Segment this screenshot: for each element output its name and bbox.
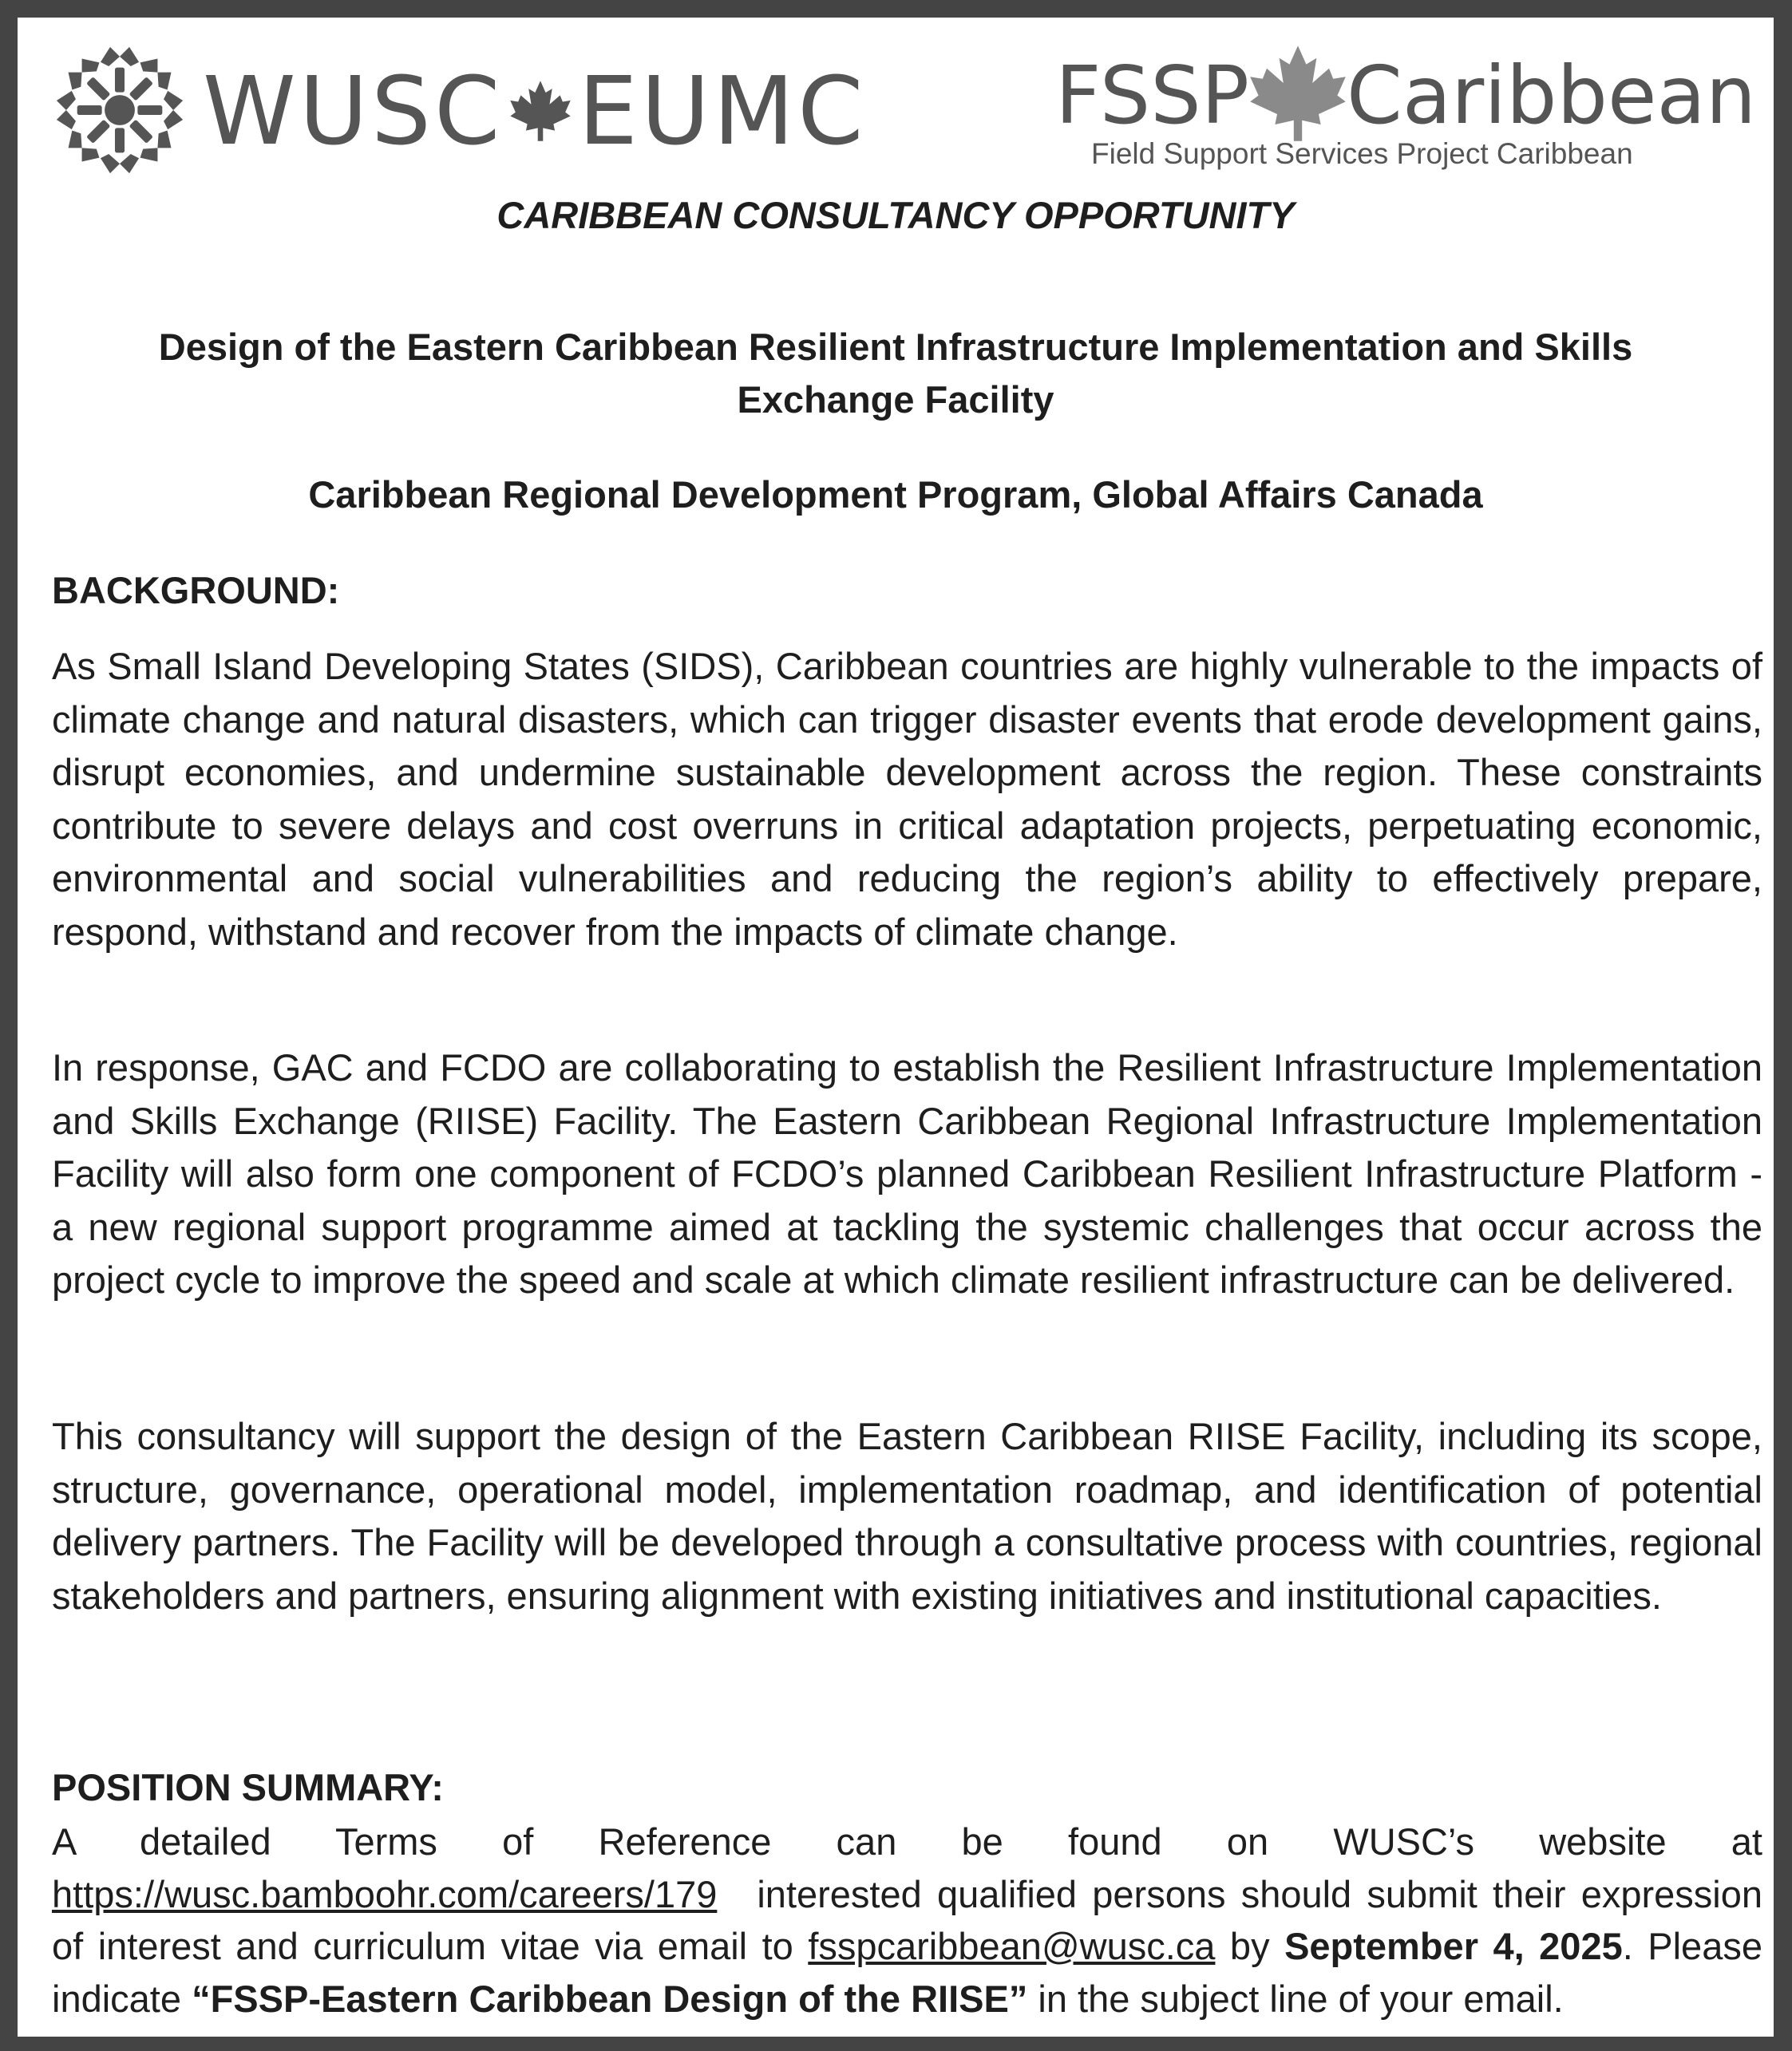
fssp-caribbean-logo [1055,21,1757,172]
document-title [18,321,1774,426]
summary-text-2: interested qualified persons should submit their expression of interest and curriculum vitae via email to [52,1872,1762,1967]
email-subject: “FSSP-Eastern Caribbean Design of the RIISE” [192,1977,1028,2020]
program-heading: Caribbean Regional Development Program, Global Affairs Canada [308,473,1483,516]
fssp-subtitle: Field Support Services Project Caribbean [1091,137,1633,170]
wusc-sun-icon [51,41,188,179]
wusc-eumc-logo [51,34,867,177]
title-line-2: Exchange Facility [737,378,1054,421]
background-paragraph-2: In response, GAC and FCDO are collaborating to establish the Resilient Infrastructure Implementation and Skills Exchange (RIISE) Facility. The Eastern Caribbean Regional Infrastructure Implementation Facility will also form one component of FCDO’s planned Caribbean Resilient Infrastructure Platform - a new regional support programme aimed at tackling the systemic challenges that occur across the project cycle to improve the speed and scale at which climate resilient infrastructure can be delivered. [52,1046,1762,1301]
wusc-text: WUSC [203,56,504,166]
eumc-text: EUMC [578,56,867,166]
maple-leaf-icon [1246,41,1350,145]
careers-link[interactable]: https://wusc.bamboohr.com/careers/179 [52,1872,718,1915]
email-link[interactable]: fsspcaribbean@wusc.ca [808,1925,1216,1967]
summary-text-1: A detailed Terms of Reference can be found on WUSC’s website at [52,1820,1762,1863]
opportunity-heading: CARIBBEAN CONSULTANCY OPPORTUNITY [496,194,1295,236]
position-summary-heading: POSITION SUMMARY: [52,1766,444,1808]
summary-text-3: by [1215,1925,1285,1967]
summary-text-4: . Please indicate [52,1925,1762,2020]
deadline-date: September 4, 2025 [1284,1925,1623,1967]
background-paragraph-1: As Small Island Developing States (SIDS), Caribbean countries are highly vulnerable to the impacts of climate change and natural disasters, which can trigger disaster events that erode development gains, disrupt economies, and undermine sustainable development across the region. These constraints contribute to severe delays and cost overruns in critical adaptation projects, perpetuating economic, environmental and social vulnerabilities and reducing the region’s ability to effectively prepare, respond, withstand and recover from the impacts of climate change. [52,645,1762,953]
document-page [18,18,1774,2037]
background-paragraph-3: This consultancy will support the design of the Eastern Caribbean RIISE Facility, including its scope, structure, governance, operational model, implementation roadmap, and identification of potential delivery partners. The Facility will be developed through a consultative process with countries, regional stakeholders and partners, ensuring alignment with existing initiatives and institutional capacities. [52,1415,1762,1617]
summary-text-5: in the subject line of your email. [1027,1977,1564,2020]
maple-leaf-icon [508,78,573,144]
title-line-1: Design of the Eastern Caribbean Resilient Infrastructure Implementation and Skills [158,326,1633,368]
caribbean-text: Caribbean [1347,49,1757,142]
fssp-text: FSSP [1055,49,1250,142]
background-heading: BACKGROUND: [52,569,340,611]
position-summary-paragraph [52,1816,1762,2025]
